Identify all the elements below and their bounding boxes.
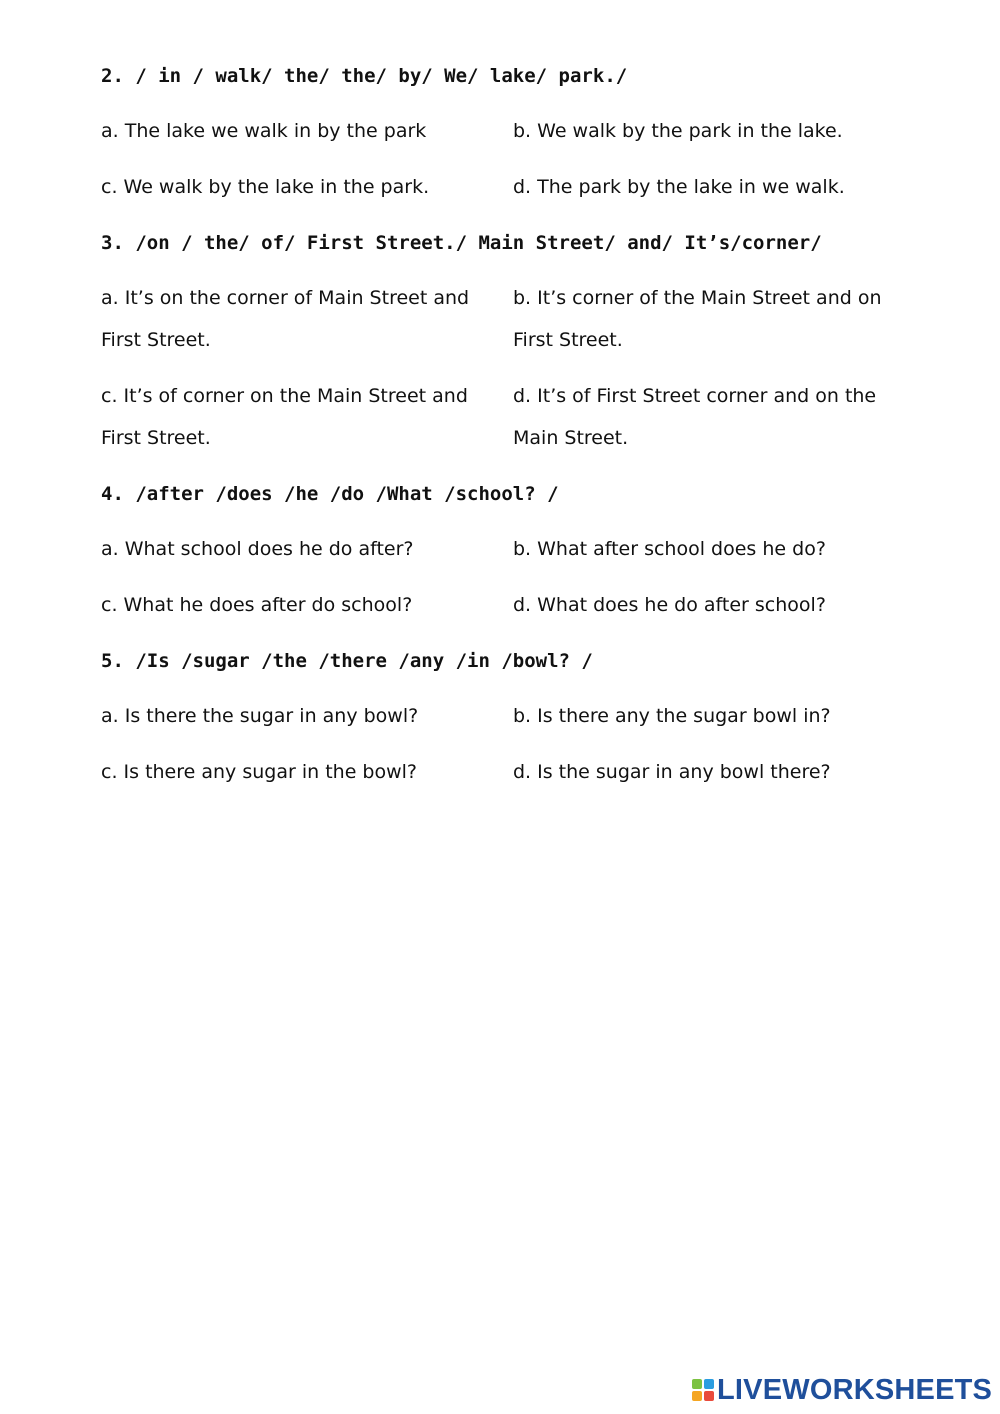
question-3-prompt: 3. /on / the/ of/ First Street./ Main Street/ and/ It’s/corner/ <box>101 232 822 254</box>
question-2-option-a[interactable]: a. The lake we walk in by the park <box>101 120 427 142</box>
logo-square-2 <box>704 1379 714 1389</box>
question-4-option-a[interactable]: a. What school does he do after? <box>101 538 414 560</box>
logo-square-3 <box>692 1391 702 1401</box>
question-2-option-c[interactable]: c. We walk by the lake in the park. <box>101 176 430 198</box>
liveworksheets-brand-text: LIVEWORKSHEETS <box>717 1373 993 1406</box>
question-3-option-a[interactable]: a. It’s on the corner of Main Street and First Street. <box>101 287 470 351</box>
question-3-option-d[interactable]: d. It’s of First Street corner and on the Main Street. <box>513 385 877 449</box>
question-3-option-b[interactable]: b. It’s corner of the Main Street and on First Street. <box>513 287 882 351</box>
liveworksheets-logo-icon <box>692 1379 714 1401</box>
logo-square-1 <box>692 1379 702 1389</box>
question-2-option-b[interactable]: b. We walk by the park in the lake. <box>513 120 843 142</box>
question-4-prompt: 4. /after /does /he /do /What /school? / <box>101 483 559 505</box>
question-2-prompt: 2. / in / walk/ the/ the/ by/ We/ lake/ park./ <box>101 65 628 87</box>
question-2-option-d[interactable]: d. The park by the lake in we walk. <box>513 176 845 198</box>
question-5-option-b[interactable]: b. Is there any the sugar bowl in? <box>513 705 831 727</box>
liveworksheets-logo <box>692 1373 993 1406</box>
question-5-option-a[interactable]: a. Is there the sugar in any bowl? <box>101 705 419 727</box>
question-5-option-d[interactable]: d. Is the sugar in any bowl there? <box>513 761 831 783</box>
question-3-option-c[interactable]: c. It’s of corner on the Main Street and First Street. <box>101 385 468 449</box>
question-5-prompt: 5. /Is /sugar /the /there /any /in /bowl? / <box>101 650 593 672</box>
question-4-option-d[interactable]: d. What does he do after school? <box>513 594 826 616</box>
question-5-option-c[interactable]: c. Is there any sugar in the bowl? <box>101 761 418 783</box>
logo-square-4 <box>704 1391 714 1401</box>
question-4-option-b[interactable]: b. What after school does he do? <box>513 538 826 560</box>
question-4-option-c[interactable]: c. What he does after do school? <box>101 594 413 616</box>
